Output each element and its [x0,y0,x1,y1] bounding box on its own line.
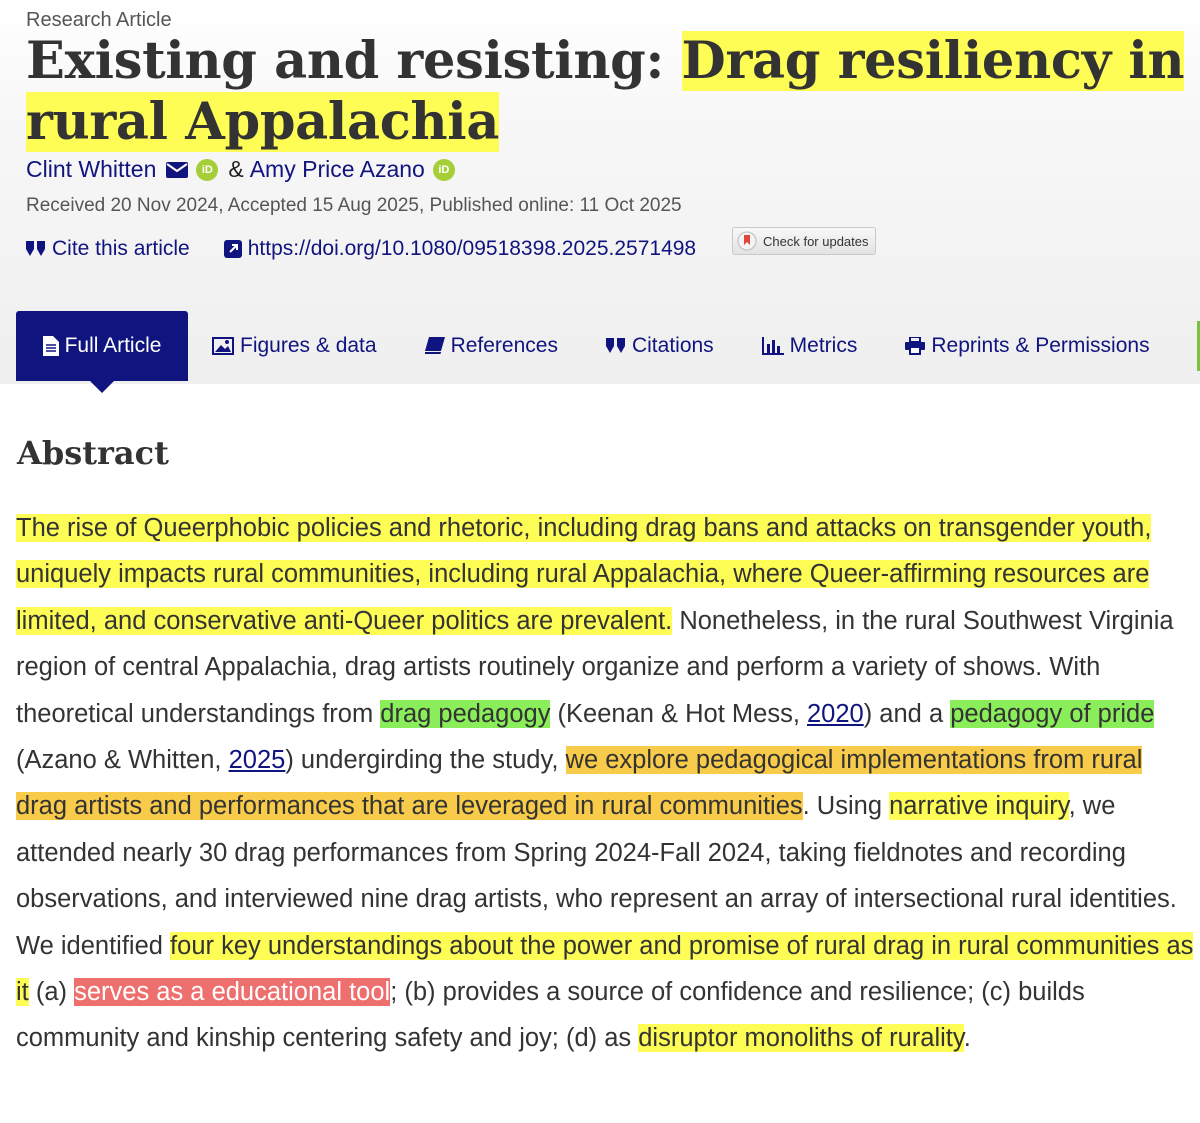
abstract-text-segment: ) undergirding the study, [285,746,566,775]
tab-references[interactable] [401,311,582,381]
tab-reprints-permissions[interactable] [881,311,1173,381]
orcid-icon[interactable]: iD [433,159,455,181]
tab-label: Citations [631,334,714,357]
title-part-1: Existing and resisting: [26,31,682,91]
abstract-text-segment: ) and a [863,699,951,728]
article-type: Research Article [26,9,172,31]
abstract-phrase-highlight-orange: we explore pedagogical implementations from rural drag artists and performances that are leveraged in rural communities [16,746,1143,821]
abstract-phrase-highlight-yellow: four key understandings about the power and promise of rural drag in rural communities as it [16,931,1194,1007]
external-link-icon [224,240,242,258]
quote-icon [606,338,626,354]
author-list [26,156,463,183]
bar-chart-icon [762,337,784,355]
author-link-amy-price-azano[interactable]: Amy Price Azano [249,156,425,182]
tab-label: References [450,334,558,357]
tab-metrics[interactable] [738,311,882,381]
abstract-term-highlight-green: drag pedagogy [380,699,551,728]
quote-icon [26,241,46,257]
document-icon [43,336,59,356]
abstract-phrase-highlight-red: serves as a educational tool [74,978,391,1007]
cite-article-link[interactable] [26,237,190,261]
crossmark-icon [737,231,757,251]
abstract-phrase-highlight-yellow: disruptor monoliths of rurality [638,1024,964,1053]
abstract-heading: Abstract [17,434,169,472]
tab-citations[interactable] [582,311,738,381]
publication-dates: Received 20 Nov 2024, Accepted 15 Aug 2025, Published online: 11 Oct 2025 [26,195,682,216]
reference-link-2025[interactable]: 2025 [228,746,286,775]
article-header [0,0,1200,384]
article-links [26,237,696,261]
envelope-icon[interactable] [166,162,188,178]
reference-link-2020[interactable]: 2020 [807,699,864,728]
doi-link[interactable] [224,237,696,261]
image-icon [212,337,234,355]
tab-label: Full Article [64,334,162,357]
abstract-sentence-highlight-yellow: The rise of Queerphobic policies and rhetoric, including drag bans and attacks on transgender youth, uniquely impacts rural communities, including rural Appalachia, where Queer-affirming resources are limited, and conservative anti-Queer politics are prevalent. [16,514,1152,635]
abstract-text-segment: . Using [802,792,890,821]
printer-icon [905,337,925,355]
abstract-text-segment: , we attended nearly 30 drag performances from Spring 2024-Fall 2024, taking fieldnotes and recording observations, and interviewed nine drag artists, who represent an array of intersectional rural identities. We identified [16,792,1177,960]
abstract-text-segment: Nonetheless, in the rural Southwest Virginia region of central Appalachia, drag artists routinely organize and perform a variety of shows. With theoretical understandings from [16,606,1174,728]
abstract-text [16,505,1194,1062]
author-separator: & [228,156,244,182]
check-for-updates-label: Check for updates [763,233,869,249]
cite-article-label: Cite this article [52,237,190,260]
doi-url: https://doi.org/10.1080/09518398.2025.2571498 [247,237,697,260]
abstract-term-highlight-yellow: narrative inquiry [889,792,1069,821]
book-icon [425,337,445,355]
article-title [26,31,1186,153]
abstract-term-highlight-green: pedagogy of pride [950,699,1155,728]
abstract-text-segment: . [963,1024,971,1053]
tab-label: Metrics [789,334,858,357]
tab-figures-data[interactable] [188,311,401,381]
tab-full-article[interactable] [16,311,188,381]
check-for-updates-button[interactable] [732,227,876,255]
tab-label: Reprints & Permissions [931,334,1150,357]
abstract-text-segment: (Azano & Whitten, [16,746,229,775]
orcid-icon[interactable]: iD [196,159,218,181]
abstract-text-segment: (a) [28,978,75,1007]
abstract-text-segment: (Keenan & Hot Mess, [550,699,807,728]
title-part-2-highlighted: Drag resiliency in rural Appalachia [26,31,1185,152]
author-link-clint-whitten[interactable]: Clint Whitten [26,156,157,182]
tab-label: Figures & data [240,334,377,357]
article-tabs [16,311,1174,384]
abstract-text-segment: ; (b) provides a source of confidence and resilience; (c) builds community and kinship centering safety and joy; (d) as [16,978,1085,1053]
